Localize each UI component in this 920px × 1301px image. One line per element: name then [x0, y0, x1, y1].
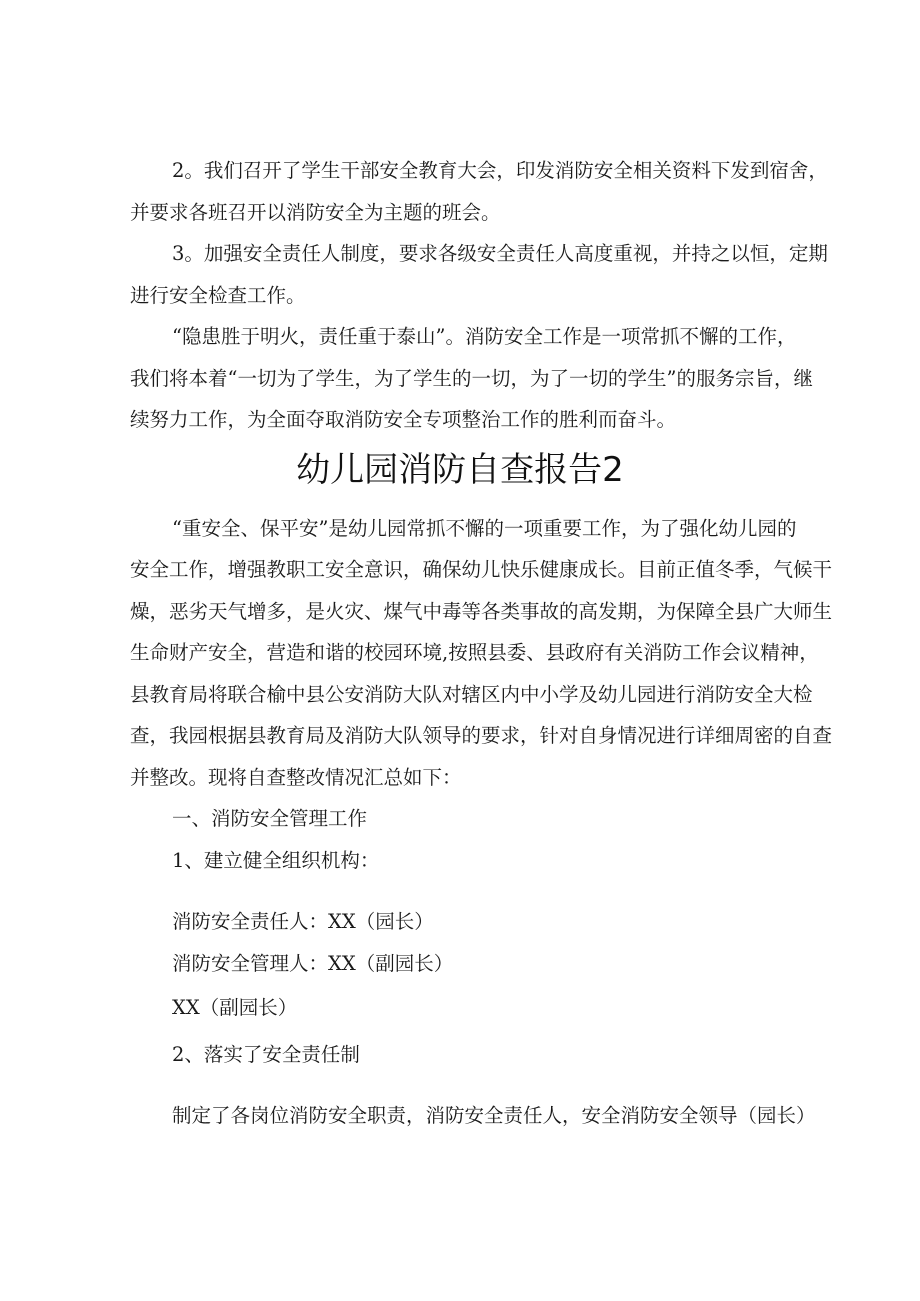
- intro-line-1: “重安全、保平安”是幼儿园常抓不懈的一项重要工作，为了强化幼儿园的: [172, 517, 797, 540]
- report-title: 幼儿园消防自查报告2: [296, 450, 624, 490]
- item-3-line-2: 进行安全检查工作。: [130, 284, 306, 307]
- subheading-1: 1、建立健全组织机构：: [172, 849, 380, 872]
- intro-line-2: 安全工作，增强教职工安全意识，确保幼儿快乐健康成长。目前正值冬季，气候干: [130, 558, 833, 581]
- item-2-line-1: 2。我们召开了学生干部安全教育大会，印发消防安全相关资料下发到宿舍，: [172, 159, 828, 182]
- closing-line-1: “隐患胜于明火，责任重于泰山”。消防安全工作是一项常抓不懈的工作，: [172, 325, 797, 348]
- closing-line-3: 续努力工作，为全面夺取消防安全专项整治工作的胜利而奋斗。: [130, 408, 677, 431]
- intro-line-5: 县教育局将联合榆中县公安消防大队对辖区内中小学及幼儿园进行消防安全大检: [130, 683, 813, 706]
- manager-person-2: XX（副园长）: [172, 996, 298, 1019]
- intro-line-4: 生命财产安全，营造和谐的校园环境,按照县委、县政府有关消防工作会议精神，: [130, 641, 819, 664]
- last-line: 制定了各岗位消防安全职责，消防安全责任人，安全消防安全领导（园长）: [172, 1104, 816, 1127]
- item-3-line-1: 3。加强安全责任人制度，要求各级安全责任人高度重视，并持之以恒，定期: [172, 242, 828, 265]
- item-2-line-2: 并要求各班召开以消防安全为主题的班会。: [130, 201, 501, 224]
- responsible-person: 消防安全责任人：XX（园长）: [172, 910, 434, 933]
- intro-line-3: 燥，恶劣天气增多，是火灾、煤气中毒等各类事故的高发期，为保障全县广大师生: [130, 600, 833, 623]
- subheading-2: 2、落实了安全责任制: [172, 1043, 360, 1066]
- intro-line-6: 查，我园根据县教育局及消防大队领导的要求，针对自身情况进行详细周密的自查: [130, 724, 833, 747]
- manager-person: 消防安全管理人：XX（副园长）: [172, 952, 454, 975]
- closing-line-2: 我们将本着“一切为了学生，为了学生的一切，为了一切的学生”的服务宗旨，继: [130, 367, 813, 390]
- section-heading-1: 一、消防安全管理工作: [172, 807, 368, 830]
- intro-line-7: 并整改。现将自查整改情况汇总如下：: [130, 766, 462, 789]
